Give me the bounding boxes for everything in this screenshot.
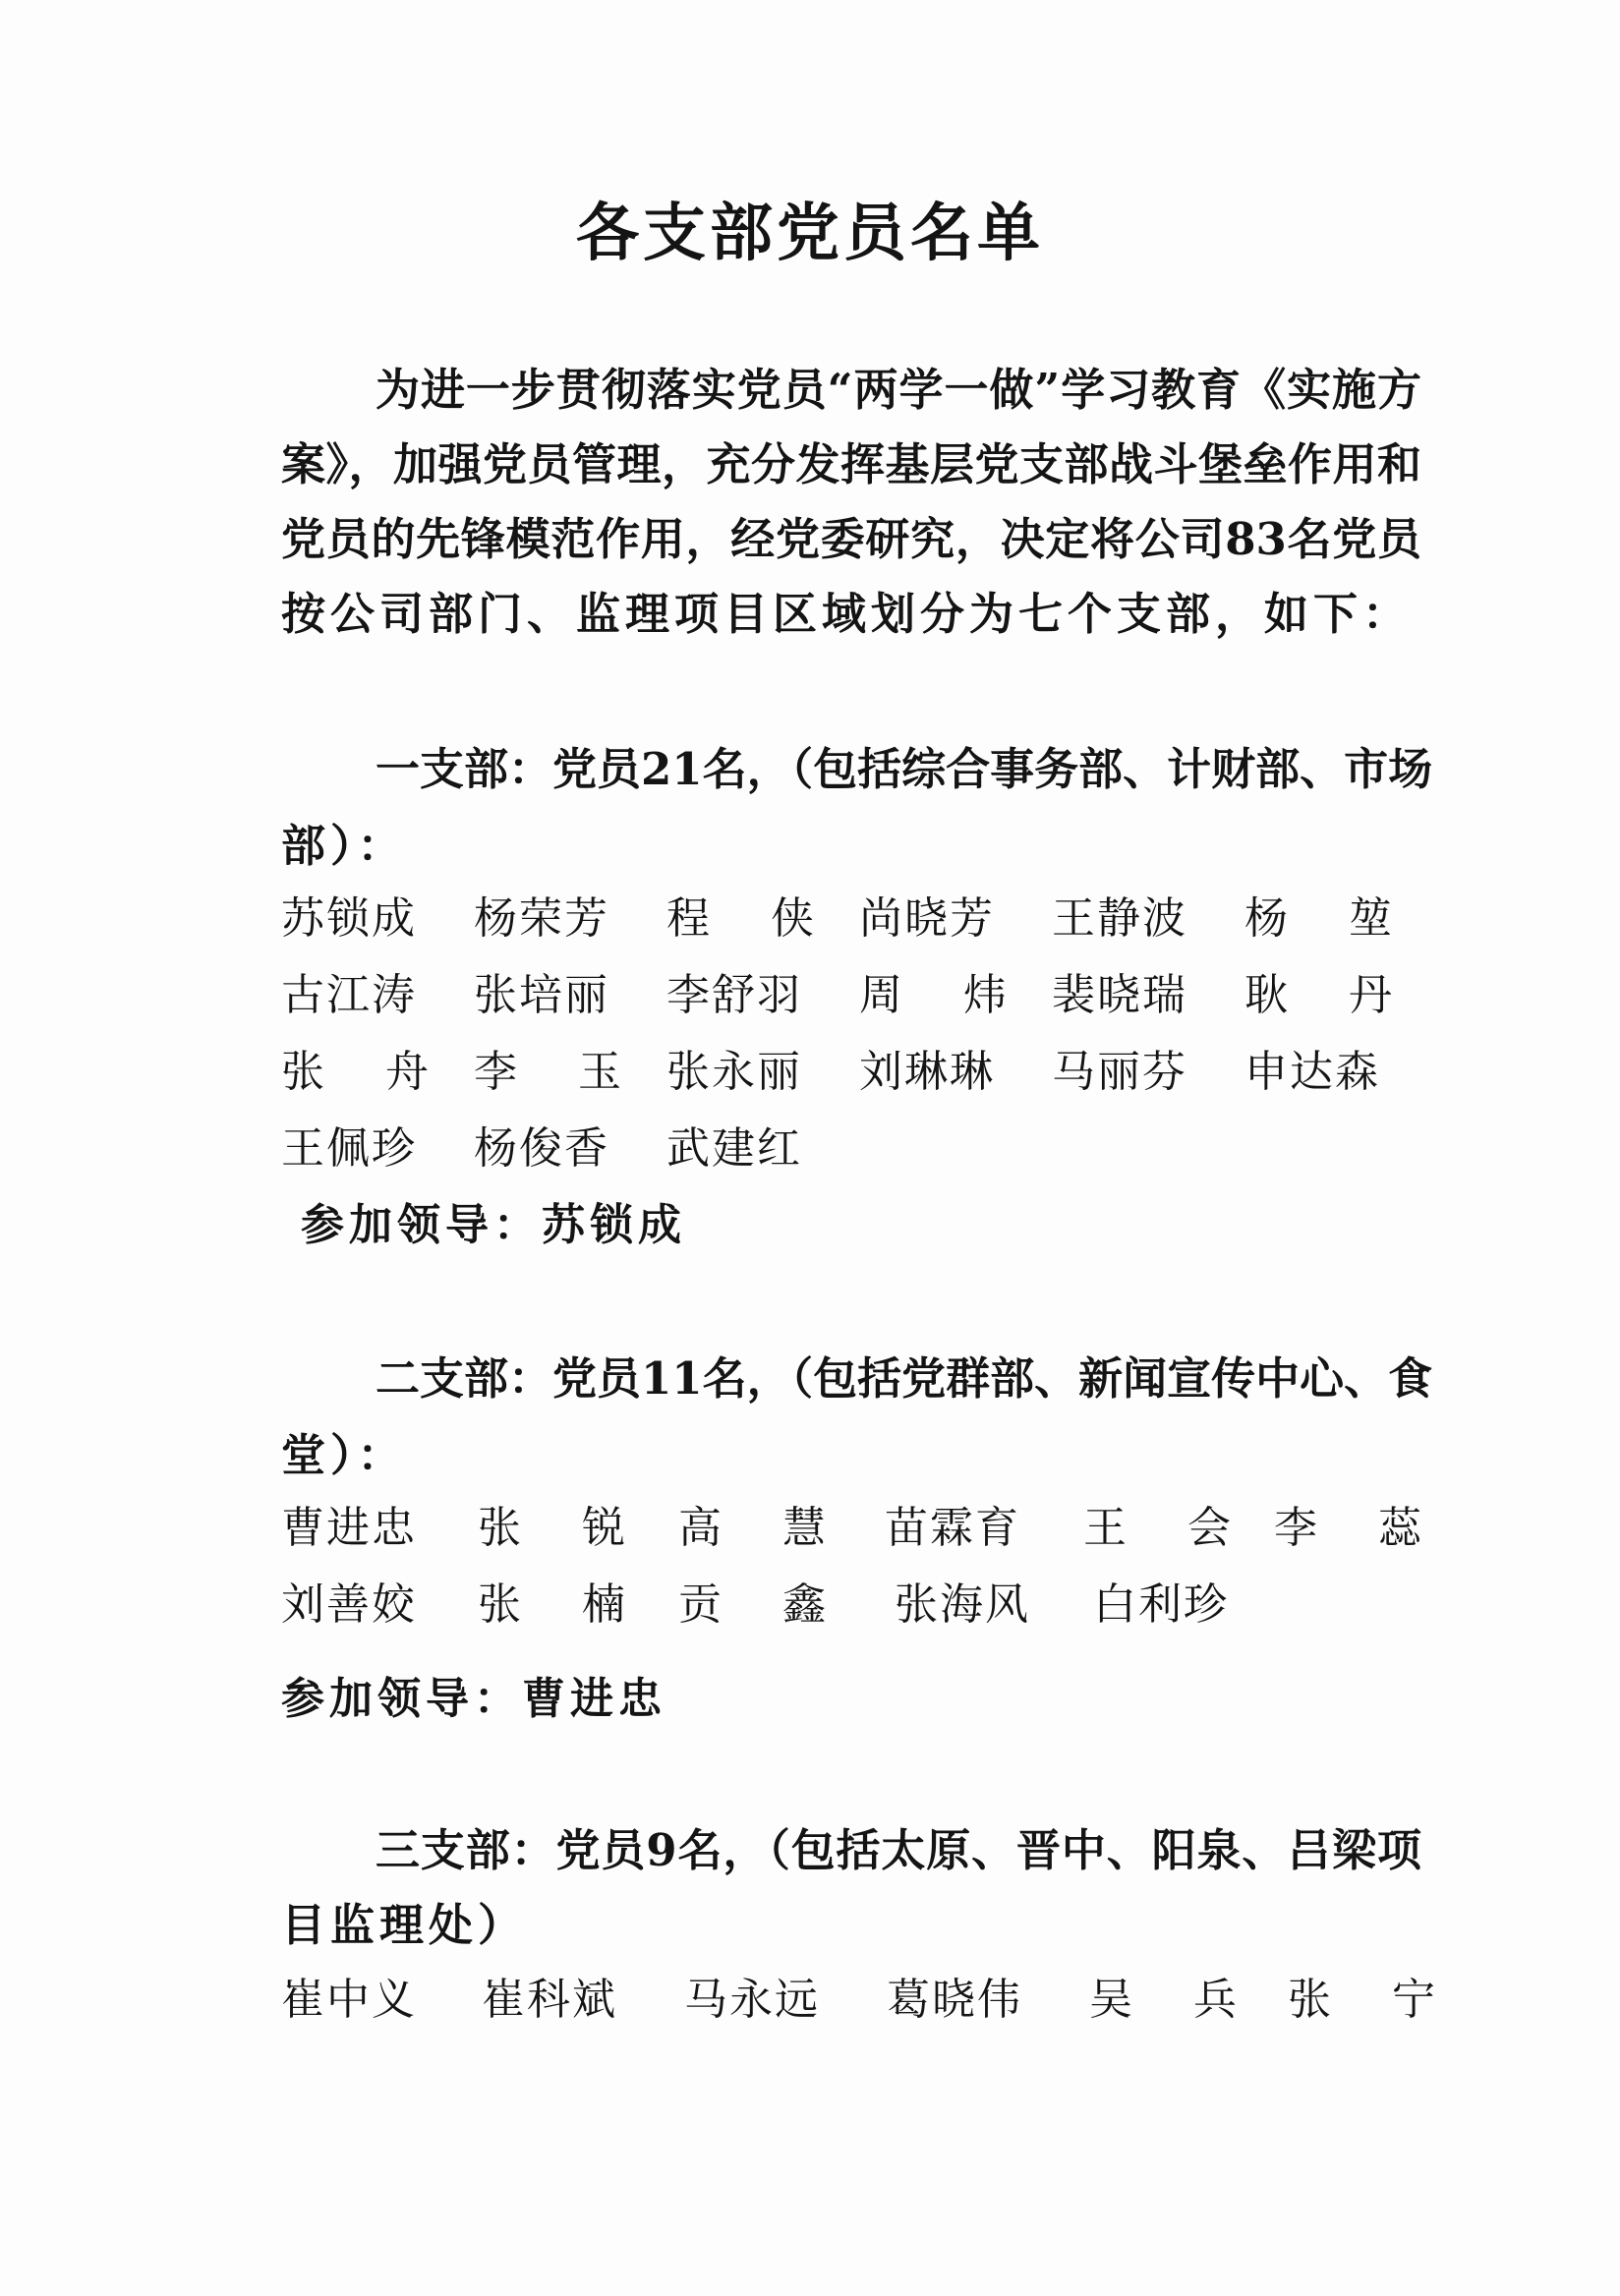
page-title: 各支部党员名单: [576, 197, 1044, 270]
member-name: 刘琳琳: [859, 1047, 995, 1097]
member-name: 张培丽: [474, 970, 609, 1020]
member-name: 曹进忠: [281, 1503, 417, 1553]
branch-3-heading: 三支部：党员9名，（包括太原、晋中、阳泉、吕梁项: [376, 1824, 1421, 1876]
member-name: 张 宁: [1288, 1975, 1435, 2025]
intro-line-3: 党员的先锋模范作用，经党委研究，决定将公司83名党员: [281, 513, 1421, 565]
branch-3-heading-cont: 目监理处）: [281, 1899, 528, 1951]
member-name: 张 锐: [478, 1503, 625, 1553]
member-name: 崔中义: [281, 1975, 417, 2025]
member-name: 苗霖育: [885, 1503, 1020, 1553]
member-name: 马永远: [684, 1975, 820, 2025]
member-name: 白利珍: [1093, 1579, 1229, 1630]
member-name: 马丽芬: [1052, 1047, 1187, 1097]
member-name: 苏锁成: [281, 893, 417, 944]
member-name: 张 楠: [478, 1579, 625, 1630]
member-name: 李 蕊: [1274, 1503, 1421, 1553]
member-name: 王静波: [1052, 893, 1187, 944]
member-name: 葛晓伟: [887, 1975, 1022, 2025]
member-name: 古江涛: [281, 970, 417, 1020]
member-name: 李 玉: [474, 1047, 621, 1097]
branch-1-heading-cont: 部）：: [281, 820, 407, 872]
member-name: 吴 兵: [1089, 1975, 1237, 2025]
branch-2-heading-cont: 堂）：: [281, 1429, 407, 1481]
member-name: 杨荣芳: [474, 893, 609, 944]
member-name: 申达森: [1244, 1047, 1380, 1097]
member-name: 杨 堃: [1244, 893, 1392, 944]
branch-2-heading: 二支部：党员11名，（包括党群部、新闻宣传中心、食: [376, 1352, 1433, 1405]
member-name: 刘善姣: [281, 1579, 417, 1630]
member-name: 张 舟: [281, 1047, 429, 1097]
member-name: 程 侠: [666, 893, 814, 944]
intro-line-1: 为进一步贯彻落实党员“两学一做”学习教育《实施方: [376, 364, 1421, 416]
branch-1-leader: 参加领导：苏锁成: [301, 1200, 686, 1250]
member-name: 王 会: [1083, 1503, 1231, 1553]
member-name: 高 慧: [678, 1503, 826, 1553]
member-name: 周 炜: [859, 970, 1007, 1020]
member-name: 裴晓瑞: [1052, 970, 1187, 1020]
member-name: 张海风: [895, 1579, 1030, 1630]
branch-1-heading: 一支部：党员21名，（包括综合事务部、计财部、市场: [376, 743, 1433, 795]
member-name: 杨俊香: [474, 1123, 609, 1174]
intro-line-2: 案》，加强党员管理，充分发挥基层党支部战斗堡垒作用和: [281, 438, 1421, 490]
member-name: 尚晓芳: [859, 893, 995, 944]
member-name: 耿 丹: [1244, 970, 1392, 1020]
member-name: 贡 鑫: [678, 1579, 826, 1630]
member-name: 崔科斌: [482, 1975, 617, 2025]
member-name: 武建红: [666, 1123, 802, 1174]
member-name: 王佩珍: [281, 1123, 417, 1174]
branch-2-leader: 参加领导：曹进忠: [281, 1674, 666, 1724]
intro-line-4: 按公司部门、监理项目区域划分为七个支部，如下：: [281, 588, 1413, 640]
member-name: 李舒羽: [666, 970, 802, 1020]
member-name: 张永丽: [666, 1047, 802, 1097]
